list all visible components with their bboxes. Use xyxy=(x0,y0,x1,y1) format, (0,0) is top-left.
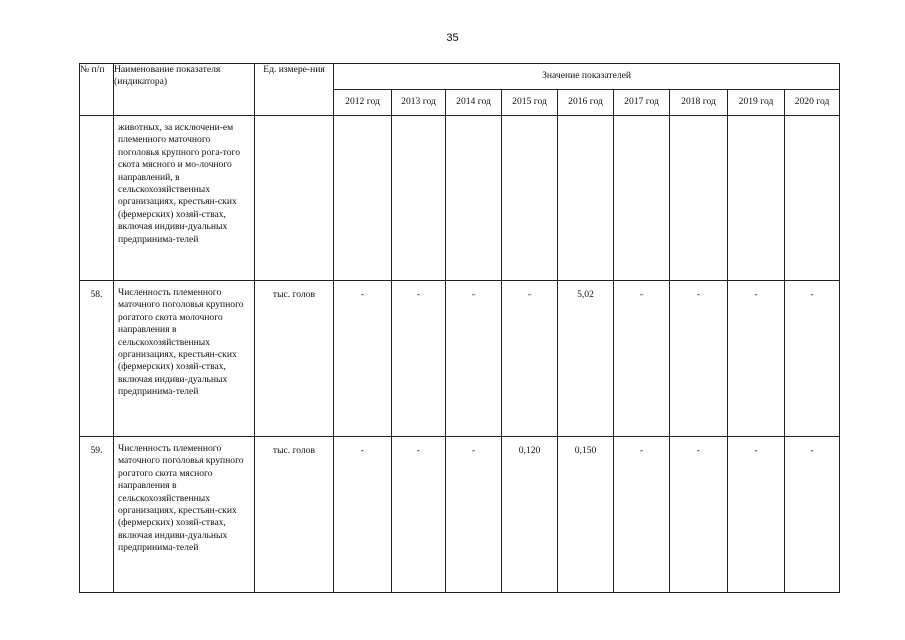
value-cell xyxy=(392,116,446,281)
value-cell: - xyxy=(334,281,392,437)
value-cell: - xyxy=(614,437,670,593)
value-cell: - xyxy=(614,281,670,437)
value-cell: - xyxy=(502,281,558,437)
header-values: Значение показателей xyxy=(334,64,840,90)
header-row xyxy=(80,64,840,90)
header-year: 2013 год xyxy=(392,90,446,116)
value-cell: - xyxy=(785,437,840,593)
row-number: 59. xyxy=(80,437,114,593)
table-row xyxy=(80,281,840,437)
value-cell xyxy=(558,116,614,281)
header-year: 2016 год xyxy=(558,90,614,116)
table-row xyxy=(80,116,840,281)
row-number: 58. xyxy=(80,281,114,437)
value-cell xyxy=(446,116,502,281)
value-cell xyxy=(502,116,558,281)
table-row xyxy=(80,437,840,593)
value-cell xyxy=(670,116,728,281)
value-cell: - xyxy=(785,281,840,437)
value-cell: 0,150 xyxy=(558,437,614,593)
page-number: 35 xyxy=(446,32,459,44)
header-number: № п/п xyxy=(80,64,114,116)
header-year: 2014 год xyxy=(446,90,502,116)
indicator-name: животных, за исключени-ем племенного маточного поголовья крупного рога-того скота мясного и мо-лочного направлений, в сельскохозяйственных организациях, крестьян-ских (фермерских) хозяй-ствах, включая индиви-дуальных предпринима-телей xyxy=(114,116,255,281)
value-cell xyxy=(334,116,392,281)
value-cell: - xyxy=(670,437,728,593)
value-cell: - xyxy=(392,281,446,437)
unit-cell: тыс. голов xyxy=(255,281,334,437)
header-year: 2017 год xyxy=(614,90,670,116)
header-year: 2012 год xyxy=(334,90,392,116)
unit-cell xyxy=(255,116,334,281)
value-cell: - xyxy=(728,281,785,437)
value-cell xyxy=(728,116,785,281)
header-year: 2018 год xyxy=(670,90,728,116)
value-cell: - xyxy=(446,281,502,437)
value-cell: 5,02 xyxy=(558,281,614,437)
header-year: 2015 год xyxy=(502,90,558,116)
value-cell: - xyxy=(446,437,502,593)
value-cell: - xyxy=(728,437,785,593)
value-cell: 0,120 xyxy=(502,437,558,593)
header-year: 2020 год xyxy=(785,90,840,116)
indicators-table xyxy=(79,63,840,593)
value-cell xyxy=(785,116,840,281)
value-cell: - xyxy=(392,437,446,593)
value-cell xyxy=(614,116,670,281)
row-number xyxy=(80,116,114,281)
value-cell: - xyxy=(334,437,392,593)
value-cell: - xyxy=(670,281,728,437)
indicator-name: Численность племенного маточного поголовья крупного рогатого скота молочного направления в сельскохозяйственных организациях, крестьян-ских (фермерских) хозяй-ствах, включая индиви-дуальных предпринима-телей xyxy=(114,281,255,437)
header-year: 2019 год xyxy=(728,90,785,116)
header-indicator-name: Наименование показателя (индикатора) xyxy=(114,64,255,116)
unit-cell: тыс. голов xyxy=(255,437,334,593)
indicator-name: Численность племенного маточного поголовья крупного рогатого скота мясного направления в сельскохозяйственных организациях, крестьян-ских (фермерских) хозяй-ствах, включая индиви-дуальных предпринима-телей xyxy=(114,437,255,593)
header-unit: Ед. измере-ния xyxy=(255,64,334,116)
